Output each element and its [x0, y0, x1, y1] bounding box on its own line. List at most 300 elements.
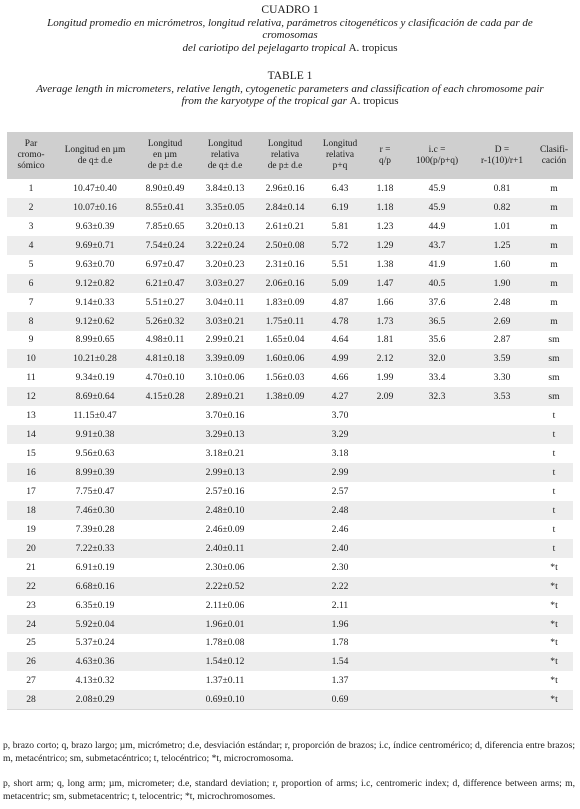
table-cell [255, 652, 315, 671]
table-cell [469, 690, 535, 709]
table-cell [255, 690, 315, 709]
karyotype-table [7, 132, 573, 710]
table-cell [405, 634, 469, 653]
table-cell: 8.99±0.39 [55, 463, 135, 482]
table-cell: 35.6 [428, 334, 446, 346]
table-cell: 3.03±0.21 [195, 312, 255, 331]
table-cell: 4.81±0.18 [135, 349, 195, 368]
table-cell: 37.6 [428, 296, 446, 308]
table-cell: 3.29 [315, 425, 365, 444]
column-header: D = r-1(10)/r+1 [469, 132, 535, 179]
column-header: Longitud relativa de q± d.e [195, 132, 255, 179]
column-header: Longitud relativa p+q [315, 132, 365, 179]
table-cell: 6.21±0.47 [135, 274, 195, 293]
footnote-english: p, short arm; q, long arm; µm, micrometer; d.e, standard deviation; r, proportion of arms; i.c, centromeric index; d, difference between arms; m, metacentric; sm, submetacentric; t, telocentric; *t, microchromosomes. [3, 778, 575, 802]
table-cell: 6.43 [331, 182, 349, 194]
table-cell [469, 596, 535, 615]
table-row [7, 274, 573, 293]
table-cell [255, 577, 315, 596]
table-cell: *t [550, 599, 558, 611]
table-cell: 1.60±0.06 [255, 349, 315, 368]
table-row [7, 255, 573, 274]
table-cell: 7.54±0.24 [135, 236, 195, 255]
table-row [7, 671, 573, 690]
table-cell: 2.89±0.21 [195, 387, 255, 406]
table-cell: t [535, 425, 573, 444]
table-cell: 3.53 [469, 387, 535, 406]
table-cell: 7 [28, 296, 34, 308]
caption-spanish-line-2: cromosomas [262, 29, 318, 41]
table-cell: 2.46 [331, 523, 349, 535]
table-cell: 2.61±0.21 [265, 220, 305, 232]
table-cell: 45.9 [428, 182, 446, 194]
table-cell [255, 671, 315, 690]
caption-english-line-2-text: from the karyotype of the tropical gar [181, 95, 350, 107]
table-cell: 10.21±0.28 [55, 349, 135, 368]
table-cell [255, 444, 315, 463]
table-cell: 14 [7, 425, 55, 444]
table-cell [135, 425, 195, 444]
table-cell: 1.81 [376, 334, 394, 346]
table-cell [255, 596, 315, 615]
table-cell [405, 596, 469, 615]
table-cell: 1.83±0.09 [265, 296, 305, 308]
caption-spanish-line-1: Longitud promedio en micrómetros, longitud relativa, parámetros citogenéticos y clasificación de cada par de [47, 16, 533, 29]
table-cell: 16 [7, 463, 55, 482]
table-cell: 8.69±0.64 [55, 387, 135, 406]
table-cell: m [550, 258, 558, 270]
table-row [7, 634, 573, 653]
table-cell: 3.18 [331, 448, 349, 460]
table-cell [135, 539, 195, 558]
table-cell [469, 652, 535, 671]
table-cell: 4.66 [331, 372, 349, 384]
table-cell [135, 482, 195, 501]
table-cell: 6.19 [315, 198, 365, 217]
caption-english-heading: TABLE 1 [267, 70, 313, 82]
table-cell: 1.38 [376, 258, 394, 270]
table-cell: 2.96±0.16 [265, 182, 305, 194]
table-cell: 8 [7, 312, 55, 331]
table-cell: m [550, 220, 558, 232]
table-cell: m [535, 312, 573, 331]
table-cell: 32.0 [405, 349, 469, 368]
table-cell [365, 634, 405, 653]
table-cell: 2.31±0.16 [265, 258, 305, 270]
table-cell: 40.5 [405, 274, 469, 293]
table-cell [135, 463, 195, 482]
table-cell: 2.57±0.16 [205, 485, 245, 497]
column-header: r = q/p [365, 132, 405, 179]
table-cell: 45.9 [405, 198, 469, 217]
table-cell: 19 [26, 523, 36, 535]
table-cell: 21 [26, 561, 36, 573]
table-cell: 9.12±0.82 [55, 274, 135, 293]
table-row [7, 690, 573, 709]
table-cell: 8.90±0.49 [145, 182, 185, 194]
table-cell [469, 501, 535, 520]
table-cell [365, 690, 405, 709]
table-cell: 20 [7, 539, 55, 558]
table-cell [135, 652, 195, 671]
table-row [7, 293, 573, 312]
table-cell: 9.63±0.39 [75, 220, 115, 232]
table-row [7, 217, 573, 236]
table-cell: 6 [7, 274, 55, 293]
table-cell: 9.12±0.62 [55, 312, 135, 331]
table-cell: *t [535, 690, 573, 709]
table-cell: 8.99±0.65 [75, 334, 115, 346]
table-cell: 13 [26, 410, 36, 422]
table-row [7, 596, 573, 615]
table-cell: 2.11±0.06 [205, 599, 245, 611]
caption-spanish-line-3 [0, 42, 580, 55]
table-row [7, 331, 573, 350]
table-cell: 1.54±0.12 [195, 652, 255, 671]
table-cell: sm [535, 387, 573, 406]
table-cell: 2.48 [315, 501, 365, 520]
table-cell: 27 [26, 675, 36, 687]
table-cell: m [550, 182, 558, 194]
table-cell [405, 615, 469, 634]
table-cell: m [535, 236, 573, 255]
table-cell: 6.35±0.19 [75, 599, 115, 611]
table-cell: 1.78±0.08 [205, 637, 245, 649]
table-cell [405, 482, 469, 501]
table-cell: 2.87 [493, 334, 511, 346]
table-cell [405, 406, 469, 425]
caption-spanish-line-3-text: del cariotipo del pejelagarto tropical [182, 41, 349, 54]
table-cell: *t [550, 561, 558, 573]
table-cell: 1.78 [331, 637, 349, 649]
table-cell [365, 577, 405, 596]
table-row [7, 198, 573, 217]
table-cell: 2.48 [493, 296, 511, 308]
table-cell: 24 [7, 615, 55, 634]
table-cell: 5.51 [331, 258, 349, 270]
table-cell [365, 596, 405, 615]
table-cell: 0.69 [315, 690, 365, 709]
table-cell: 1.29 [365, 236, 405, 255]
table-cell: *t [550, 637, 558, 649]
table-cell: 0.82 [469, 198, 535, 217]
table-cell: 2.11 [331, 599, 349, 611]
table-cell: t [552, 485, 556, 497]
table-cell: 4.64 [331, 334, 349, 346]
table-cell: 12 [7, 387, 55, 406]
table-cell: 7.75±0.47 [75, 485, 115, 497]
table-cell: 2.22 [315, 577, 365, 596]
table-cell [365, 520, 405, 539]
table-cell: 10.47±0.40 [73, 182, 117, 194]
caption-english [0, 70, 580, 108]
table-row [7, 501, 573, 520]
table-cell: *t [535, 652, 573, 671]
table-cell: 17 [26, 485, 36, 497]
table-cell [469, 406, 535, 425]
table-cell: 1.01 [493, 220, 511, 232]
table-cell: t [552, 448, 556, 460]
caption-spanish-heading: CUADRO 1 [261, 4, 319, 16]
table-cell: 1.54 [315, 652, 365, 671]
table-cell: 44.9 [428, 220, 446, 232]
table-cell: 1.99 [376, 372, 394, 384]
table-cell: sm [535, 349, 573, 368]
table-cell: 4.13±0.32 [75, 675, 115, 687]
column-header: Longitud en µm de q± d.e [55, 132, 135, 179]
table-cell: 3.03±0.27 [195, 274, 255, 293]
table-row [7, 482, 573, 501]
table-cell [469, 482, 535, 501]
table-cell [469, 463, 535, 482]
table-cell: 11.15±0.47 [73, 410, 117, 422]
column-header: Clasifi- cación [535, 132, 573, 179]
table-cell: 9.69±0.71 [55, 236, 135, 255]
table-cell [135, 615, 195, 634]
table-cell [365, 652, 405, 671]
table-row [7, 236, 573, 255]
table-cell: 2.50±0.08 [255, 236, 315, 255]
table-cell: 4.70±0.10 [145, 372, 185, 384]
table-cell [135, 558, 195, 577]
table-cell [135, 671, 195, 690]
table-cell [469, 615, 535, 634]
table-cell: t [535, 539, 573, 558]
table-cell: 2.99±0.21 [205, 334, 245, 346]
table-cell: 3.22±0.24 [195, 236, 255, 255]
table-row [7, 520, 573, 539]
table-cell: m [550, 296, 558, 308]
table-cell [405, 577, 469, 596]
table-cell: 4.15±0.28 [135, 387, 195, 406]
table-cell: 4.27 [315, 387, 365, 406]
table-cell [255, 425, 315, 444]
table-cell: 33.4 [428, 372, 446, 384]
table-cell: 1 [28, 182, 34, 194]
table-cell: 15 [26, 448, 36, 460]
table-cell: 6.68±0.16 [55, 577, 135, 596]
table-cell: 36.5 [405, 312, 469, 331]
table-cell [469, 425, 535, 444]
table-header-row [7, 132, 573, 179]
table-cell: t [552, 523, 556, 535]
table-cell: 3.30 [493, 372, 511, 384]
table-cell: 4 [7, 236, 55, 255]
table-cell [405, 671, 469, 690]
table-cell [365, 482, 405, 501]
table-cell: 11 [26, 372, 36, 384]
table-cell: 4.63±0.36 [55, 652, 135, 671]
table-cell [255, 520, 315, 539]
table-cell [255, 558, 315, 577]
table-cell [255, 406, 315, 425]
table-row [7, 539, 573, 558]
table-cell: 0.81 [493, 182, 511, 194]
caption-spanish-species: A. tropicus [348, 41, 398, 54]
table-cell: 5.37±0.24 [75, 637, 115, 649]
table-cell [405, 539, 469, 558]
table-cell: t [552, 410, 556, 422]
table-cell [469, 558, 535, 577]
table-cell [469, 671, 535, 690]
caption-english-line-1: Average length in micrometers, relative length, cytogenetic parameters and classification of each chromosome pair [36, 82, 544, 95]
table-cell: sm [548, 372, 560, 384]
column-header: Par cromo- sómico [7, 132, 55, 179]
caption-english-line-2 [0, 95, 580, 108]
table-cell: *t [535, 577, 573, 596]
table-cell: 23 [26, 599, 36, 611]
table-row [7, 406, 573, 425]
table-cell: 5.09 [315, 274, 365, 293]
table-cell: 2.40±0.11 [195, 539, 255, 558]
table-cell: 1.37±0.11 [205, 675, 245, 687]
table-row [7, 558, 573, 577]
table-cell: 0.69±0.10 [195, 690, 255, 709]
table-cell: 4.98±0.11 [145, 334, 185, 346]
table-body [7, 179, 573, 710]
table-cell: 43.7 [405, 236, 469, 255]
table-row [7, 349, 573, 368]
table-cell: 2.06±0.16 [255, 274, 315, 293]
table-cell: m [535, 274, 573, 293]
table-cell: 2.46±0.09 [205, 523, 245, 535]
table-cell [365, 501, 405, 520]
table-row [7, 312, 573, 331]
table-row [7, 179, 573, 198]
table-cell: 3.59 [469, 349, 535, 368]
caption-english-species: A. tropicus [349, 95, 399, 107]
table-cell: 2.48±0.10 [195, 501, 255, 520]
table-cell: 9.14±0.33 [75, 296, 115, 308]
table-cell [365, 406, 405, 425]
table-cell: 10.07±0.16 [55, 198, 135, 217]
table-cell: 9 [28, 334, 34, 346]
table-cell: 2.99±0.13 [195, 463, 255, 482]
table-cell [469, 520, 535, 539]
table-cell: 2.09 [365, 387, 405, 406]
table-cell [255, 482, 315, 501]
table-cell [365, 444, 405, 463]
table-cell [469, 444, 535, 463]
table-cell [255, 463, 315, 482]
table-cell: 1.18 [376, 182, 394, 194]
table-cell: 1.73 [365, 312, 405, 331]
table-cell [135, 444, 195, 463]
table-cell: 5.81 [331, 220, 349, 232]
table-cell: 9.63±0.70 [75, 258, 115, 270]
table-cell: 9.91±0.38 [55, 425, 135, 444]
table-cell [135, 406, 195, 425]
table-row [7, 577, 573, 596]
table-cell: 2.22±0.52 [195, 577, 255, 596]
table-cell [135, 501, 195, 520]
table-cell: 4.87 [331, 296, 349, 308]
table-cell: 6.91±0.19 [75, 561, 115, 573]
table-cell: 9.34±0.19 [75, 372, 115, 384]
table-cell [405, 520, 469, 539]
table-cell [365, 425, 405, 444]
table-cell: 1.90 [469, 274, 535, 293]
table-cell: 32.3 [405, 387, 469, 406]
column-header: i.c = 100(p/p+q) [405, 132, 469, 179]
table-cell: 7.22±0.33 [55, 539, 135, 558]
table-cell: 3.39±0.09 [195, 349, 255, 368]
table-cell: 3.04±0.11 [205, 296, 245, 308]
table-cell: 5.92±0.04 [55, 615, 135, 634]
table-cell [365, 539, 405, 558]
table-cell: 1.66 [376, 296, 394, 308]
table-cell: 5.72 [315, 236, 365, 255]
table-cell: 2.12 [365, 349, 405, 368]
table-cell: 4.78 [315, 312, 365, 331]
table-cell: sm [548, 334, 560, 346]
table-cell: 3.29±0.13 [195, 425, 255, 444]
column-header: Longitud relativa de p± d.e [255, 132, 315, 179]
table-cell: 3.35±0.05 [195, 198, 255, 217]
table-row [7, 463, 573, 482]
table-cell: 2.30 [331, 561, 349, 573]
table-cell: 2.99 [315, 463, 365, 482]
table-cell [135, 520, 195, 539]
table-cell [255, 501, 315, 520]
table-cell: *t [535, 615, 573, 634]
table-cell: 7.46±0.30 [55, 501, 135, 520]
table-cell: 1.47 [365, 274, 405, 293]
table-cell [135, 577, 195, 596]
table-cell: 3.70±0.16 [205, 410, 245, 422]
table-cell [469, 539, 535, 558]
table-cell [135, 634, 195, 653]
table-cell: 4.99 [315, 349, 365, 368]
table-cell: 1.75±0.11 [255, 312, 315, 331]
table-cell [365, 615, 405, 634]
table-cell: 25 [26, 637, 36, 649]
table-cell: 5.51±0.27 [145, 296, 185, 308]
table-cell: 18 [7, 501, 55, 520]
table-cell [135, 690, 195, 709]
table-row [7, 425, 573, 444]
table-row [7, 615, 573, 634]
table-cell [135, 596, 195, 615]
table-cell [365, 463, 405, 482]
table-cell: 2.69 [469, 312, 535, 331]
table-cell: 3.84±0.13 [205, 182, 245, 194]
table-cell [469, 634, 535, 653]
table-cell: 1.56±0.03 [265, 372, 305, 384]
table-cell [255, 634, 315, 653]
table-cell: 2 [7, 198, 55, 217]
table-cell: 3.10±0.06 [205, 372, 245, 384]
table-row [7, 368, 573, 387]
table-cell: 2.30±0.06 [205, 561, 245, 573]
table-cell [405, 463, 469, 482]
table-cell: 3.20±0.13 [205, 220, 245, 232]
table-cell: 1.25 [469, 236, 535, 255]
table-cell: 26 [7, 652, 55, 671]
table-cell [365, 671, 405, 690]
table-cell: 9.56±0.63 [75, 448, 115, 460]
table-cell: 1.96 [315, 615, 365, 634]
table-cell [405, 652, 469, 671]
table-cell: 1.65±0.04 [265, 334, 305, 346]
table-cell [365, 558, 405, 577]
table-cell: 2.57 [331, 485, 349, 497]
table-cell: 28 [7, 690, 55, 709]
table-cell: 1.37 [331, 675, 349, 687]
table-cell: 5 [28, 258, 34, 270]
table-cell: 2.08±0.29 [55, 690, 135, 709]
table-cell: 8.55±0.41 [135, 198, 195, 217]
